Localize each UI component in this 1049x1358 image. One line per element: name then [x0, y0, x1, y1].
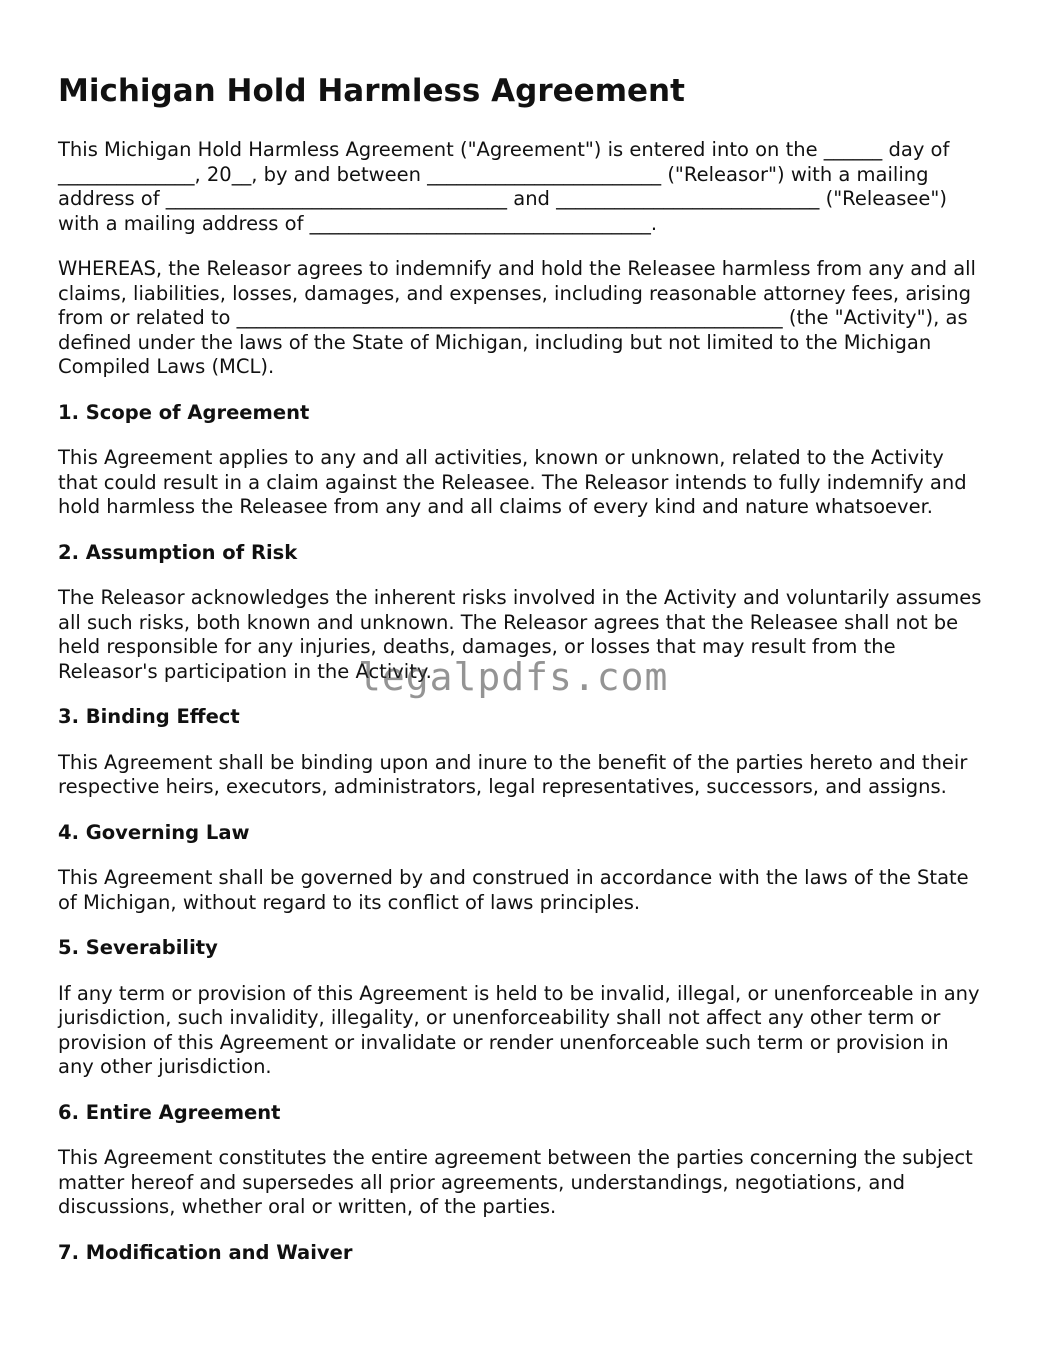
section-5-heading: 5. Severability — [58, 936, 218, 959]
watermark-text: legalpdfs.com — [358, 655, 669, 699]
document-page — [58, 70, 988, 1286]
document-title: Michigan Hold Harmless Agreement — [58, 73, 685, 109]
section-7-heading: 7. Modification and Waiver — [58, 1240, 353, 1264]
section-1-heading: 1. Scope of Agreement — [58, 400, 310, 424]
section-3-heading: 3. Binding Effect — [58, 705, 240, 728]
section-5-body: If any term or provision of this Agreement is held to be invalid, illegal, or unenforceable in any jurisdiction, such invalidity, illegality, or unenforceability shall not affect any other term or provision of this Agreement or invalidate or render unenforceable such term or provision in any other jurisdiction. — [58, 981, 980, 1078]
section-4-heading: 4. Governing Law — [58, 820, 250, 844]
section-6-heading: 6. Entire Agreement — [58, 1100, 281, 1124]
intro-paragraph: This Michigan Hold Harmless Agreement ("Agreement") is entered into on the ______ day of ______________, 20__, by and between ________________________ ("Releasor") with a mailing address of ___________________________________ and ___________________________ ("Releasee") with a mailing address of ___________________________________. — [58, 138, 950, 235]
section-1-body: This Agreement applies to any and all activities, known or unknown, related to the Activity that could result in a claim against the Releasee. The Releasor intends to fully indemnify and hold harmless the Releasee from any and all claims of every kind and nature whatsoever. — [58, 446, 967, 518]
section-4-body: This Agreement shall be governed by and construed in accordance with the laws of the State of Michigan, without regard to its conflict of laws principles. — [58, 866, 969, 914]
section-2-body: The Releasor acknowledges the inherent risks involved in the Activity and voluntarily assumes all such risks, both known and unknown. The Releasor agrees that the Releasee shall not be held responsible for any injuries, deaths, damages, or losses that may result from the Releasor's participation in the Activity. — [58, 586, 982, 683]
section-3-body: This Agreement shall be binding upon and inure to the benefit of the parties hereto and their respective heirs, executors, administrators, legal representatives, successors, and assigns. — [58, 750, 968, 798]
section-6-body: This Agreement constitutes the entire agreement between the parties concerning the subject matter hereof and supersedes all prior agreements, understandings, negotiations, and discussions, whether oral or written, of the parties. — [58, 1146, 973, 1218]
whereas-paragraph: WHEREAS, the Releasor agrees to indemnify and hold the Releasee harmless from any and all claims, liabilities, losses, damages, and expenses, including reasonable attorney fees, arising from or related to ________________________________________________________ (the "Activity"), as defined under the laws of the State of Michigan, including but not limited to the Michigan Compiled Laws (MCL). — [58, 257, 976, 378]
section-2-heading: 2. Assumption of Risk — [58, 540, 298, 564]
